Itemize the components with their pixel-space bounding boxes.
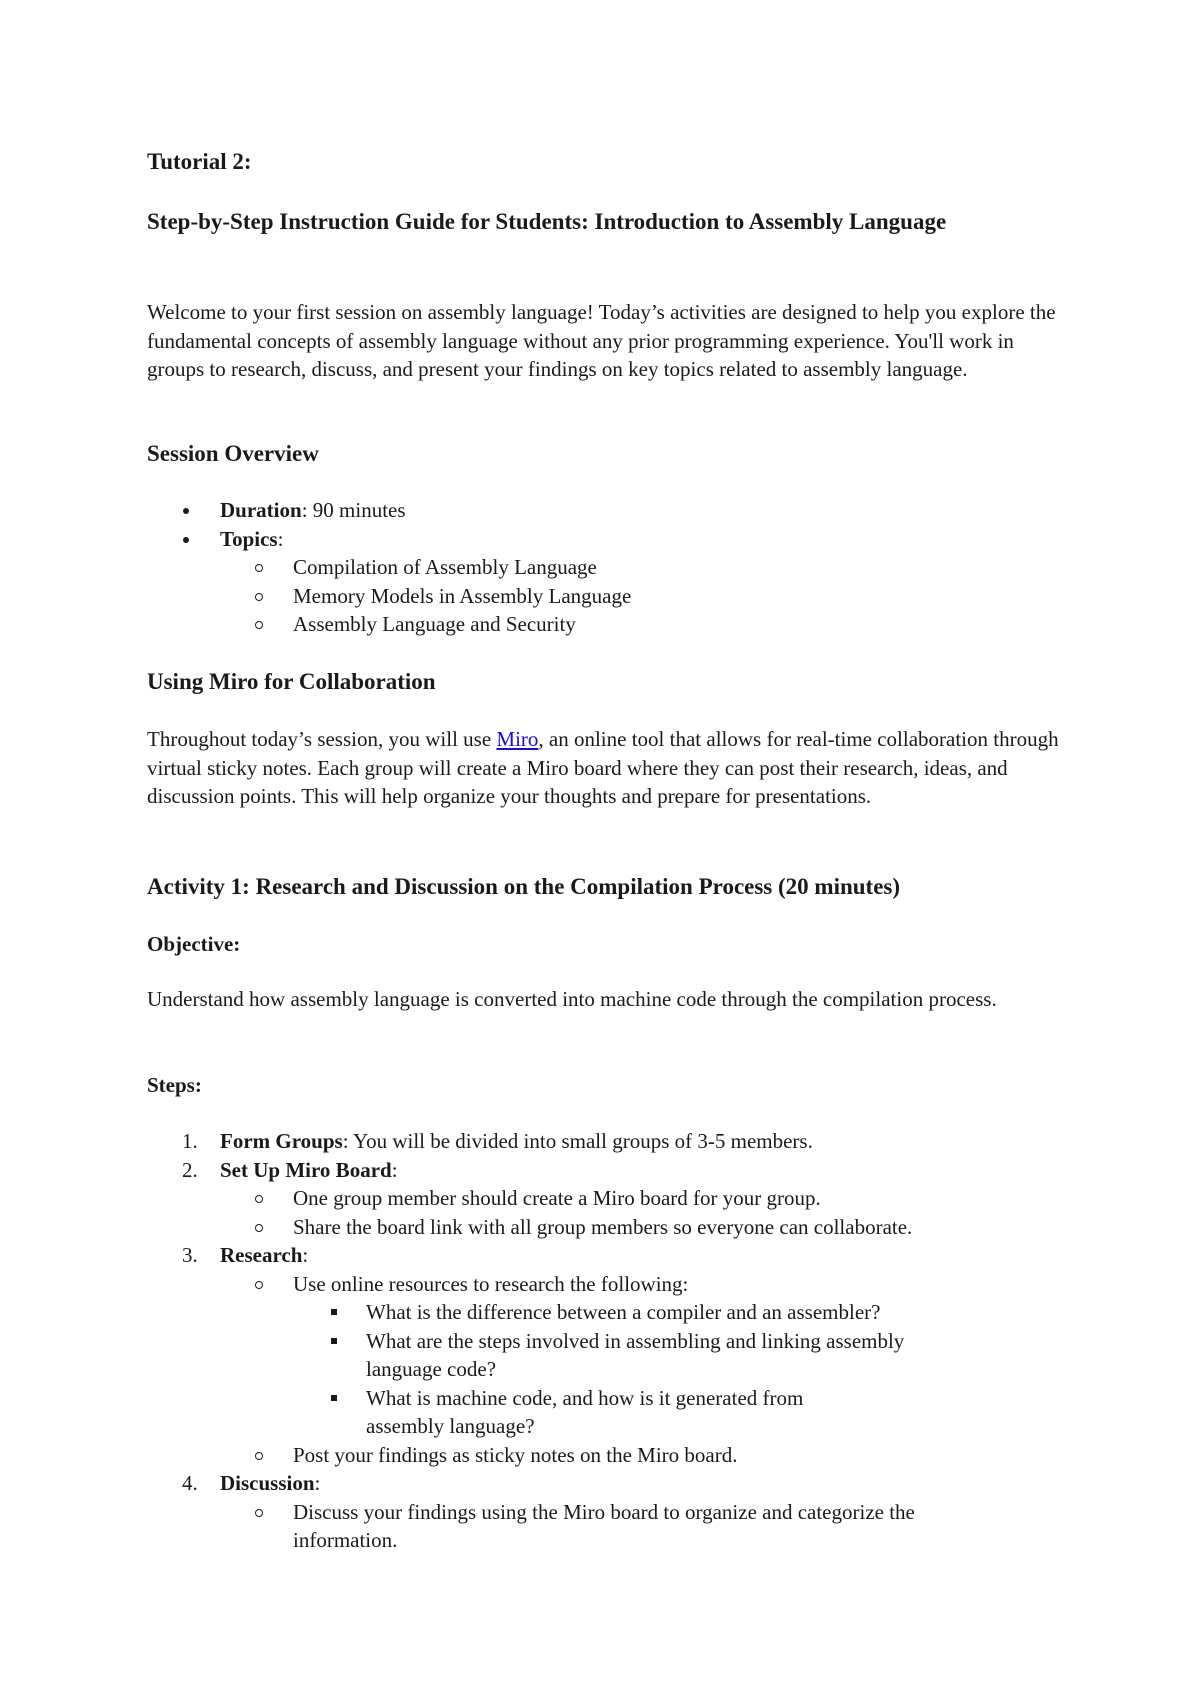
steps-heading: Steps: bbox=[147, 1073, 202, 1097]
topic-item: Memory Models in Assembly Language bbox=[293, 583, 632, 608]
step-text: : You will be divided into small groups of 3-5 members. bbox=[342, 1129, 813, 1153]
step-text: : bbox=[302, 1243, 309, 1267]
step-number: 4. bbox=[182, 1471, 198, 1495]
topic-item: Compilation of Assembly Language bbox=[293, 555, 597, 579]
step-number: 1. bbox=[182, 1129, 198, 1153]
steps-list bbox=[147, 1127, 1067, 1555]
objective-text: Understand how assembly language is converted into machine code through the compilation process. bbox=[147, 987, 997, 1011]
list-item bbox=[147, 582, 1067, 611]
step-text: : bbox=[314, 1471, 321, 1495]
research-question: What is machine code, and how is it generated from assembly language? bbox=[366, 1385, 804, 1438]
list-item bbox=[147, 610, 1067, 639]
miro-text-before: Throughout today’s session, you will use bbox=[147, 727, 497, 751]
sub-step: Use online resources to research the following: bbox=[293, 1271, 689, 1296]
overview-list bbox=[147, 496, 1067, 639]
list-item bbox=[147, 496, 1067, 525]
step-number: 3. bbox=[182, 1243, 198, 1267]
list-item bbox=[147, 1241, 1067, 1270]
step-label: Form Groups bbox=[220, 1129, 343, 1153]
list-item bbox=[147, 1213, 1067, 1242]
miro-paragraph bbox=[147, 725, 1067, 811]
topics-label: Topics bbox=[220, 526, 278, 551]
list-item bbox=[147, 1327, 906, 1384]
list-item bbox=[147, 1498, 993, 1555]
list-item bbox=[147, 553, 1067, 582]
list-item bbox=[147, 1384, 886, 1441]
duration-label: Duration bbox=[220, 498, 302, 522]
activity1-heading: Activity 1: Research and Discussion on the Compilation Process (20 minutes) bbox=[147, 874, 901, 899]
list-item bbox=[147, 1270, 1067, 1299]
list-item bbox=[147, 1184, 1067, 1213]
sub-step: One group member should create a Miro board for your group. bbox=[293, 1186, 821, 1210]
research-question: What are the steps involved in assembling and linking assembly language code? bbox=[366, 1328, 905, 1381]
list-item bbox=[147, 1127, 1067, 1156]
step-label: Research bbox=[220, 1243, 303, 1267]
list-item bbox=[147, 1298, 906, 1327]
list-item bbox=[147, 1441, 1067, 1470]
intro-paragraph: Welcome to your first session on assembly language! Today’s activities are designed to help you explore the fundamental concepts of assembly language without any prior programming experience. You'll work in groups to research, discuss, and present your findings on key topics related to assembly language. bbox=[147, 300, 1056, 381]
session-overview-heading: Session Overview bbox=[147, 441, 319, 466]
step-label: Discussion bbox=[220, 1471, 315, 1495]
list-item bbox=[147, 525, 1067, 554]
duration-value: : 90 minutes bbox=[301, 498, 406, 522]
objective-heading: Objective: bbox=[147, 932, 241, 956]
miro-text-after: , an online tool that allows for real-time collaboration through virtual sticky notes. Each group will create a Miro board where they can post their research, ideas, and discussion points. This will help organize your thoughts and prepare for presentations. bbox=[147, 727, 1059, 808]
research-question: What is the difference between a compiler and an assembler? bbox=[366, 1300, 881, 1324]
sub-step: Post your findings as sticky notes on the Miro board. bbox=[293, 1442, 738, 1467]
miro-heading: Using Miro for Collaboration bbox=[147, 669, 436, 694]
list-item bbox=[147, 1156, 1067, 1185]
step-text: : bbox=[391, 1157, 398, 1182]
step-label: Set Up Miro Board bbox=[220, 1157, 392, 1182]
sub-step: Share the board link with all group members so everyone can collaborate. bbox=[293, 1214, 913, 1239]
topic-item: Assembly Language and Security bbox=[293, 612, 576, 636]
tutorial-title: Tutorial 2: bbox=[147, 149, 252, 174]
step-number: 2. bbox=[182, 1157, 198, 1182]
miro-link[interactable]: Miro bbox=[496, 727, 539, 751]
main-heading: Step-by-Step Instruction Guide for Students: Introduction to Assembly Language bbox=[147, 209, 947, 234]
list-item bbox=[147, 1469, 1067, 1498]
sub-step: Discuss your findings using the Miro board to organize and categorize the information. bbox=[293, 1499, 915, 1552]
topics-suffix: : bbox=[277, 526, 284, 551]
